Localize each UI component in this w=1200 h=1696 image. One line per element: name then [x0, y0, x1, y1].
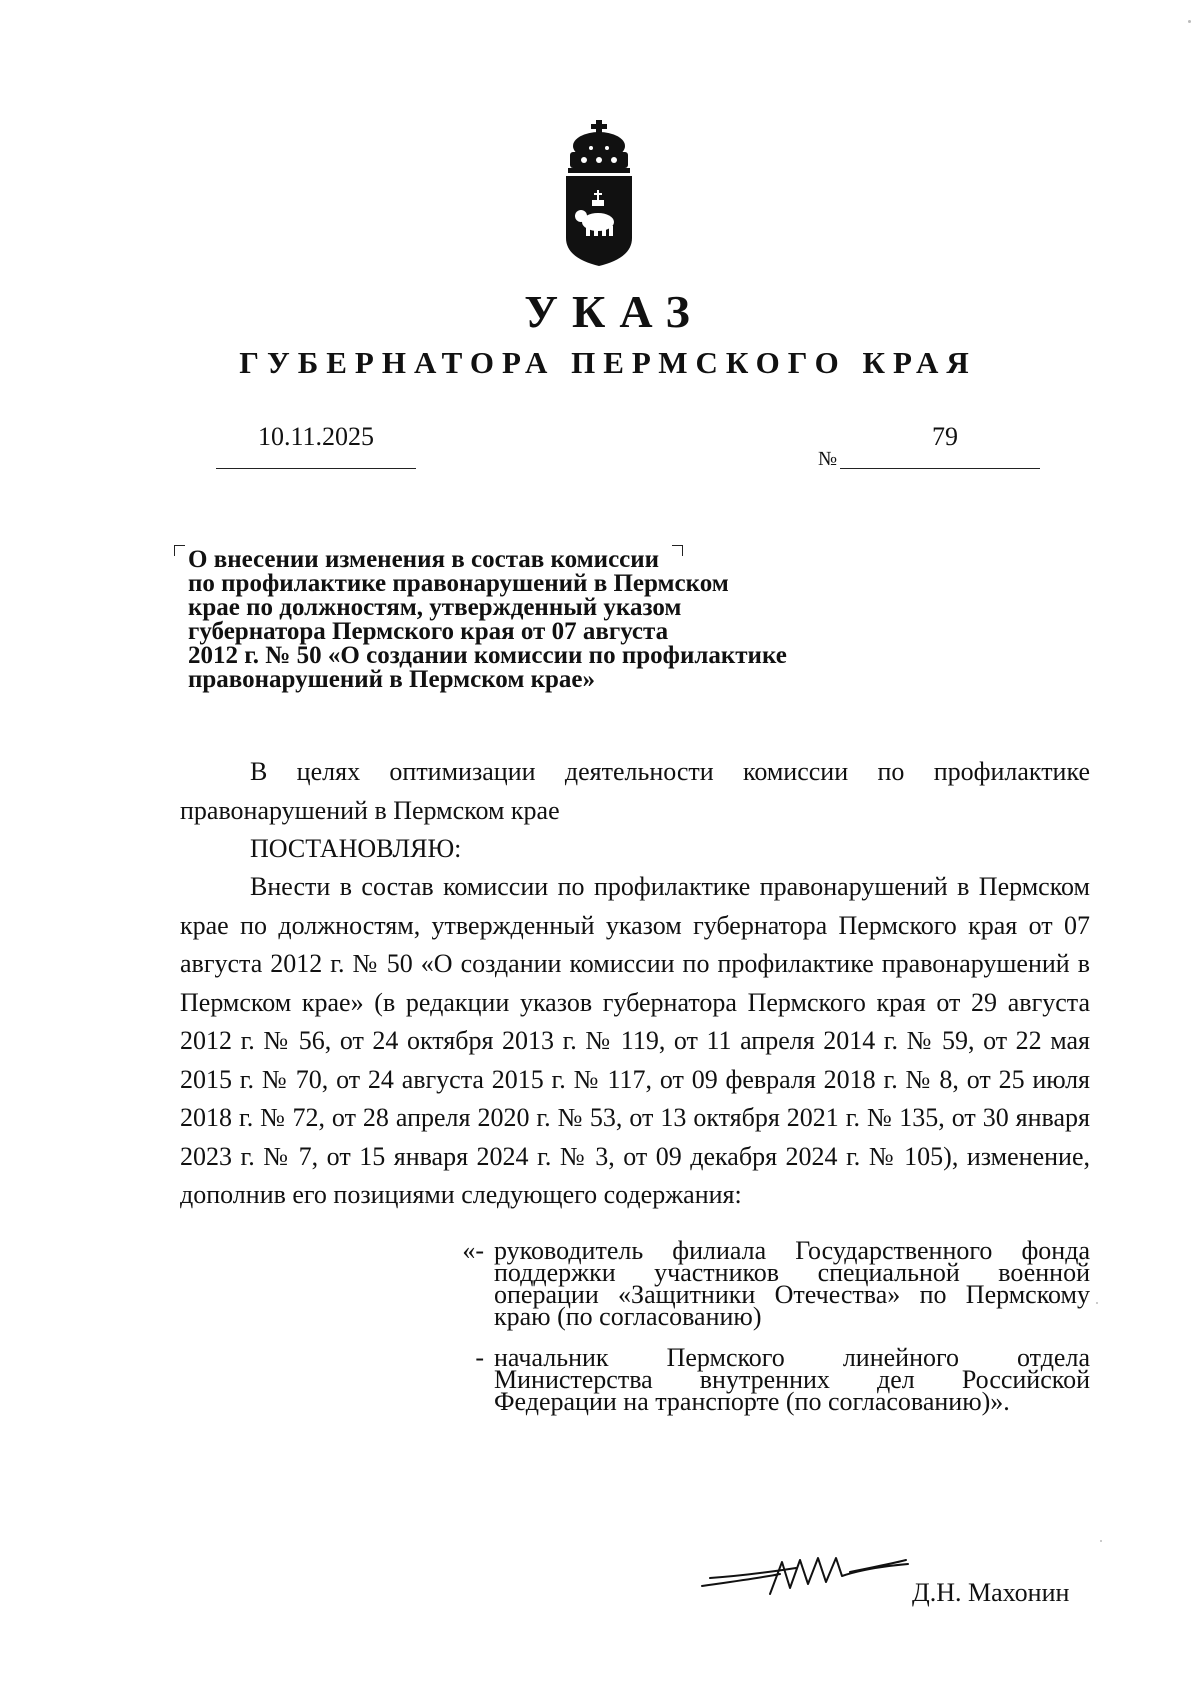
document-subject	[188, 548, 908, 692]
scan-speck	[1100, 1540, 1102, 1542]
document-date: 10.11.2025	[258, 422, 375, 451]
subject-line: О внесении изменения в состав комиссии	[188, 546, 660, 573]
main-paragraph: Внести в состав комиссии по профилактике правонарушений в Пермском крае по должностям, утвержденный указом губернатора Пермского края от 07 августа 2012 г. № 50 «О создании комиссии по профилактике правонарушений в Пермском крае» (в редакции указов губернатора Пермского края от 29 августа 2012 г. № 56, от 24 октября 2013 г. № 119, от 11 апреля 2014 г. № 59, от 22 мая 2015 г. № 70, от 24 августа 2015 г. № 117, от 09 февраля 2018 г. № 8, от 25 июля 2018 г. № 72, от 28 апреля 2020 г. № 53, от 13 октября 2021 г. № 135, от 30 января 2023 г. № 7, от 15 января 2024 г. № 3, от 09 декабря 2024 г. № 105), изменение, дополнив его позициями следующего содержания:	[180, 872, 1090, 1209]
subject-line: крае по должностям, утвержденный указом	[188, 594, 682, 621]
signer-name: Д.Н. Махонин	[912, 1578, 1070, 1607]
document-title: УКАЗ	[524, 286, 704, 337]
scan-speck	[1188, 20, 1191, 23]
subject-corner-left	[174, 545, 185, 556]
handwritten-signature	[700, 1548, 910, 1604]
list-marker: «-	[462, 1236, 484, 1265]
subject-line: губернатора Пермского края от 07 августа	[188, 618, 669, 645]
document-number: 79	[932, 422, 958, 451]
scan-speck	[1096, 1302, 1098, 1304]
positions-list	[446, 1236, 1090, 1432]
preamble-paragraph: В целях оптимизации деятельности комиссии по профилактике правонарушений в Пермском крае	[180, 757, 1090, 825]
subject-line: правонарушений в Пермском крае»	[188, 666, 596, 693]
coat-of-arms-icon	[556, 118, 642, 268]
number-underline	[840, 468, 1040, 469]
date-underline	[216, 468, 416, 469]
list-item-text: руководитель филиала Государственного фонда поддержки участников специальной военной операции «Защитники Отечества» по Пермскому краю (по согласованию)	[494, 1236, 1090, 1331]
list-marker: -	[475, 1343, 484, 1372]
subject-line: по профилактике правонарушений в Пермском	[188, 570, 729, 597]
list-item-text: начальник Пермского линейного отдела Министерства внутренних дел Российской Федерации на транспорте (по согласованию)».	[494, 1343, 1090, 1416]
subject-line: 2012 г. № 50 «О создании комиссии по профилактике	[188, 642, 787, 669]
decree-word: ПОСТАНОВЛЯЮ:	[250, 834, 462, 863]
list-item	[446, 1343, 1090, 1416]
number-sign: №	[818, 448, 838, 470]
document-subtitle: ГУБЕРНАТОРА ПЕРМСКОГО КРАЯ	[239, 345, 977, 380]
list-item	[446, 1236, 1090, 1331]
